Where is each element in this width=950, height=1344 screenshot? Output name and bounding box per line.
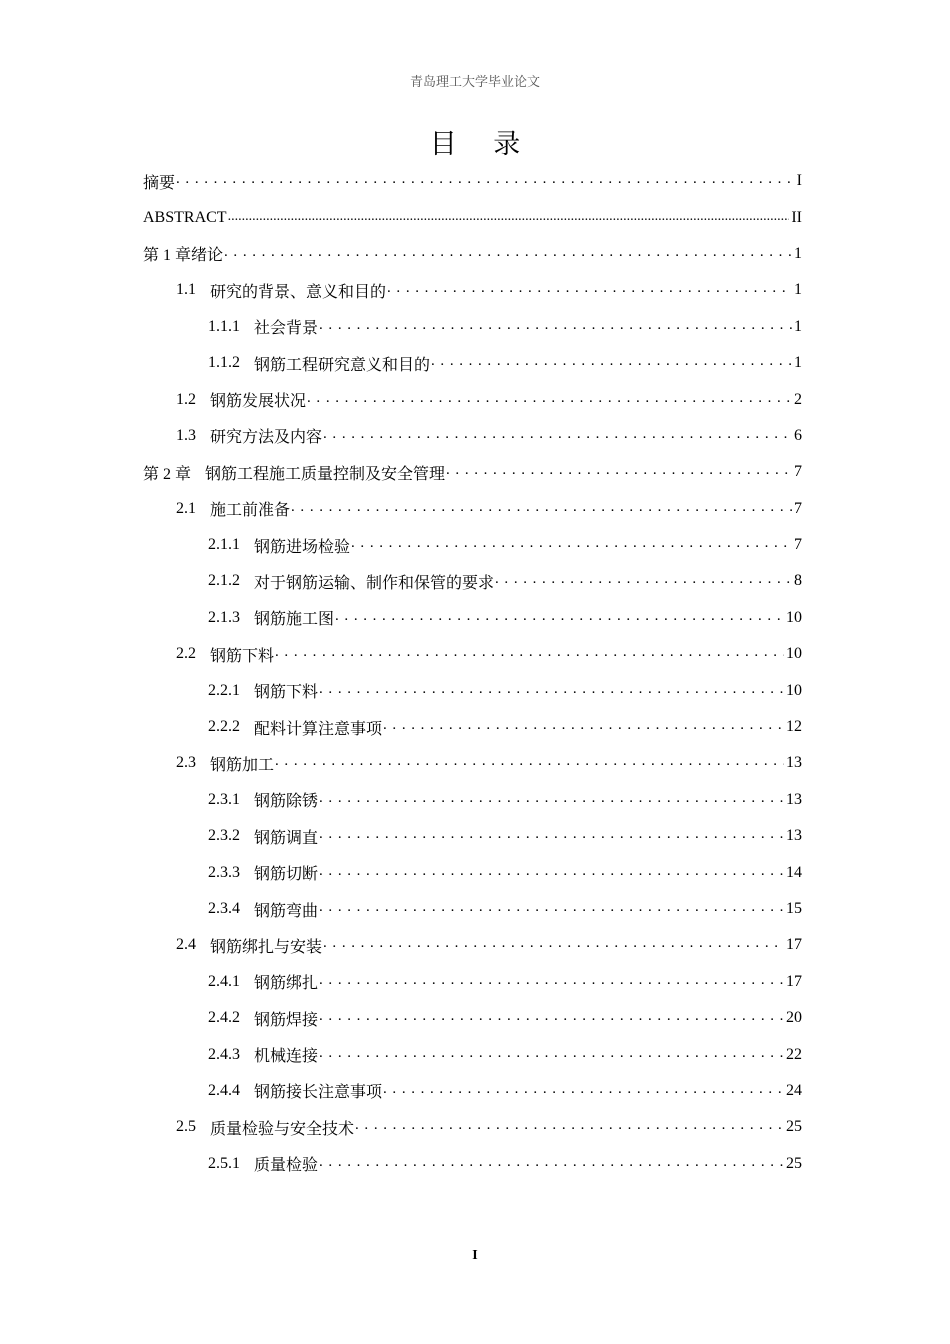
toc-entry-title: 钢筋发展状况 [210, 393, 307, 411]
toc-entry-number: 1.1.2 [208, 354, 240, 372]
toc-entry[interactable] [143, 1109, 802, 1145]
toc-dot-leader [319, 1047, 784, 1063]
toc-entry-page: 13 [786, 790, 802, 808]
toc-entry-title: 钢筋下料 [210, 647, 275, 665]
toc-entry-page: 1 [794, 281, 802, 299]
toc-entry-title: 钢筋调直 [254, 829, 319, 847]
toc-entry[interactable] [143, 1073, 802, 1109]
toc-entry[interactable] [143, 854, 802, 890]
toc-entry-title: 第 1 章绪论 [143, 247, 224, 265]
toc-entry-title: 钢筋弯曲 [254, 902, 319, 920]
toc-entry-number: 2.4.3 [208, 1045, 240, 1063]
toc-entry-title: 钢筋加工 [210, 756, 275, 774]
toc-entry-page: 10 [786, 645, 802, 663]
toc-entry[interactable] [143, 418, 802, 454]
toc-dot-leader [319, 683, 784, 699]
toc-entry-title: 钢筋工程施工质量控制及安全管理 [205, 465, 446, 483]
toc-entry-page: 17 [786, 936, 802, 954]
toc-dot-leader [351, 537, 792, 553]
toc-entry-page: 1 [794, 244, 802, 262]
toc-entry-number: 2.2.1 [208, 681, 240, 699]
toc-entry-page: 14 [786, 863, 802, 881]
toc-entry-title: ABSTRACT [143, 208, 227, 226]
toc-entry-title: 对于钢筋运输、制作和保管的要求 [254, 574, 495, 592]
toc-entry-number: 2.3.4 [208, 900, 240, 917]
toc-entry-title: 质量检验 [254, 1157, 319, 1175]
toc-entry-number: 2.3.1 [208, 790, 240, 808]
toc-entry-page: I [796, 172, 802, 190]
toc-dot-leader [323, 428, 792, 444]
toc-entry-number: 2.4.1 [208, 972, 240, 990]
toc-entry-page: 6 [794, 426, 802, 444]
table-of-contents [143, 163, 802, 1182]
toc-entry-title: 研究的背景、意义和目的 [210, 283, 387, 301]
toc-entry-number: 2.5 [176, 1118, 196, 1136]
toc-entry-title: 钢筋施工图 [254, 611, 335, 629]
toc-entry[interactable] [143, 600, 802, 636]
toc-entry[interactable] [143, 309, 802, 345]
toc-entry[interactable] [143, 381, 802, 417]
toc-dot-leader [319, 1010, 784, 1026]
toc-entry[interactable] [143, 818, 802, 854]
toc-entry-number: 2.2.2 [208, 718, 240, 736]
toc-dot-leader [383, 1083, 784, 1099]
toc-entry-number: 1.1.1 [208, 317, 240, 335]
toc-entry-page: 12 [786, 718, 802, 736]
toc-entry-page: 7 [794, 536, 802, 554]
toc-entry-title: 钢筋绑扎 [254, 975, 319, 993]
toc-entry-number: 2.2 [176, 645, 196, 663]
toc-entry-page: 8 [794, 572, 802, 590]
toc-entry-page: 22 [786, 1045, 802, 1063]
toc-dot-leader [319, 792, 784, 808]
toc-entry-page: 10 [786, 608, 802, 626]
toc-entry-number: 2.3.3 [208, 863, 240, 881]
toc-entry-number: 2.1.3 [208, 608, 240, 626]
toc-dot-leader [319, 1156, 784, 1172]
toc-dot-leader [319, 319, 792, 335]
toc-entry-number: 2.1 [176, 499, 196, 517]
toc-entry-number: 2.4.4 [208, 1081, 240, 1099]
toc-dot-leader [291, 501, 792, 517]
toc-entry-page: II [791, 208, 802, 226]
toc-entry[interactable] [143, 927, 802, 963]
toc-entry-number: 第 2 章 [143, 465, 192, 483]
toc-entry-title: 施工前准备 [210, 502, 291, 520]
toc-dot-leader [387, 282, 792, 298]
toc-dot-leader [319, 974, 784, 990]
toc-entry-page: 10 [786, 681, 802, 699]
toc-entry-title: 钢筋下料 [254, 684, 319, 702]
toc-dot-leader [495, 573, 792, 589]
toc-entry-number: 2.1.1 [208, 536, 240, 554]
toc-entry[interactable] [143, 1146, 802, 1182]
toc-entry[interactable] [143, 454, 802, 490]
toc-entry-title: 社会背景 [254, 320, 319, 338]
toc-entry[interactable] [143, 199, 802, 235]
toc-entry-page: 7 [794, 463, 802, 481]
toc-dot-leader [335, 610, 784, 626]
toc-entry[interactable] [143, 345, 802, 381]
toc-dot-leader [228, 210, 790, 226]
toc-entry[interactable] [143, 1036, 802, 1072]
toc-entry[interactable] [143, 272, 802, 308]
toc-entry[interactable] [143, 891, 802, 927]
toc-dot-leader [383, 719, 784, 735]
toc-entry-page: 25 [786, 1118, 802, 1136]
toc-entry-title: 配料计算注意事项 [254, 720, 383, 738]
toc-dot-leader [431, 355, 792, 371]
toc-entry-page: 13 [786, 754, 802, 772]
page-number: I [472, 1248, 478, 1263]
toc-entry-page: 17 [786, 972, 802, 990]
toc-entry-page: 1 [794, 317, 802, 335]
toc-entry-title: 钢筋绑扎与安装 [210, 938, 323, 956]
toc-entry-page: 13 [786, 827, 802, 845]
toc-entry-title: 钢筋进场检验 [254, 538, 351, 556]
toc-entry[interactable] [143, 491, 802, 527]
toc-dot-leader [446, 464, 792, 480]
toc-entry-number: 1.1 [176, 281, 196, 299]
toc-entry[interactable] [143, 1000, 802, 1036]
toc-dot-leader [307, 392, 792, 408]
toc-entry-title: 钢筋焊接 [254, 1011, 319, 1029]
toc-entry-page: 2 [794, 390, 802, 408]
toc-entry-number: 2.3 [176, 754, 196, 772]
toc-dot-leader [355, 1119, 784, 1135]
toc-dot-leader [224, 246, 792, 262]
toc-dot-leader [323, 937, 784, 953]
toc-entry[interactable] [143, 236, 802, 272]
toc-entry[interactable] [143, 745, 802, 781]
toc-title: 目 录 [429, 129, 535, 160]
toc-dot-leader [275, 646, 784, 662]
toc-entry-number: 1.3 [176, 426, 196, 444]
toc-entry-page: 24 [786, 1081, 802, 1099]
toc-dot-leader [319, 828, 784, 844]
toc-entry-title: 质量检验与安全技术 [210, 1120, 355, 1138]
toc-entry[interactable] [143, 636, 802, 672]
toc-dot-leader [319, 901, 784, 917]
toc-entry-number: 2.5.1 [208, 1154, 240, 1172]
toc-entry-title: 机械连接 [254, 1048, 319, 1066]
toc-dot-leader [176, 173, 795, 189]
toc-entry-page: 7 [794, 499, 802, 517]
toc-entry[interactable] [143, 782, 802, 818]
toc-entry[interactable] [143, 563, 802, 599]
toc-entry[interactable] [143, 964, 802, 1000]
toc-dot-leader [275, 755, 784, 771]
toc-entry-number: 2.1.2 [208, 572, 240, 590]
toc-entry-title: 研究方法及内容 [210, 429, 323, 447]
toc-entry-title: 钢筋切断 [254, 866, 319, 884]
toc-entry-number: 2.4 [176, 936, 196, 954]
toc-entry[interactable] [143, 527, 802, 563]
toc-entry[interactable] [143, 672, 802, 708]
toc-entry-number: 2.3.2 [208, 827, 240, 845]
toc-entry-number: 2.4.2 [208, 1009, 240, 1027]
toc-entry-title: 钢筋接长注意事项 [254, 1084, 383, 1102]
toc-entry-page: 25 [786, 1154, 802, 1172]
page-header: 青岛理工大学毕业论文 [409, 74, 540, 89]
toc-entry-title: 摘要 [143, 174, 176, 192]
toc-entry-page: 1 [794, 354, 802, 372]
toc-entry-title: 钢筋除锈 [254, 793, 319, 811]
toc-entry-title: 钢筋工程研究意义和目的 [254, 356, 431, 374]
toc-entry[interactable] [143, 163, 802, 199]
toc-entry-page: 20 [786, 1009, 802, 1027]
toc-dot-leader [319, 865, 784, 881]
toc-entry-page: 15 [786, 900, 802, 917]
toc-entry[interactable] [143, 709, 802, 745]
toc-entry-number: 1.2 [176, 390, 196, 408]
